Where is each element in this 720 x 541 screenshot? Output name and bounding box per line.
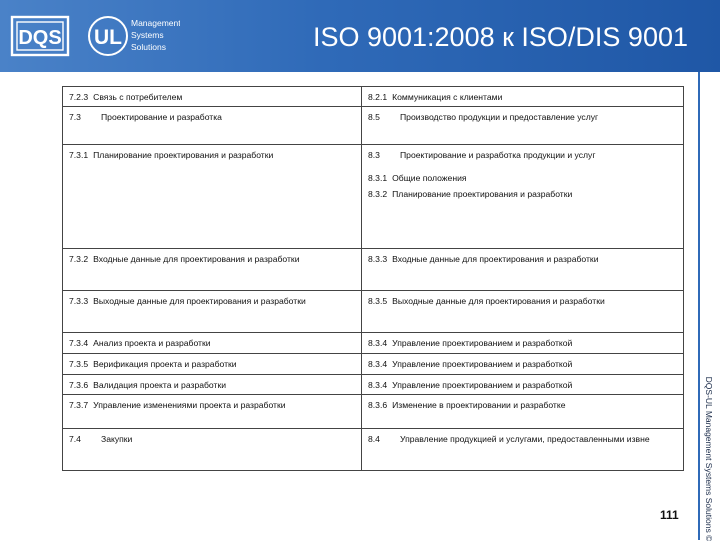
table-row xyxy=(63,87,684,107)
clause-line xyxy=(368,91,677,103)
table-row xyxy=(63,145,684,249)
clause-title: Валидация проекта и разработки xyxy=(93,379,227,390)
clause-number: 7.3.4 xyxy=(69,338,89,349)
clause-line xyxy=(368,188,677,200)
clause-line xyxy=(368,295,677,307)
clause-number: 8.3.6 xyxy=(368,400,388,411)
clause-number: 7.3.7 xyxy=(69,400,89,411)
clause-line xyxy=(69,337,355,349)
clause-line xyxy=(368,399,677,411)
clause-title: Выходные данные для проектирования и разработки xyxy=(392,296,605,307)
dqs-logo-text: DQS xyxy=(18,27,62,49)
correspondence-table xyxy=(62,86,684,471)
table-row xyxy=(63,395,684,429)
iso-dis-clause-cell xyxy=(362,249,684,291)
clause-number: 7.3.2 xyxy=(69,254,89,265)
table-row xyxy=(63,374,684,394)
clause-title: Управление изменениями проекта и разработки xyxy=(93,400,286,411)
table-row xyxy=(63,333,684,354)
clause-title: Анализ проекта и разработки xyxy=(93,338,211,349)
clause-line xyxy=(69,379,355,391)
iso-dis-clause-cell xyxy=(362,291,684,333)
clause-number: 8.3.4 xyxy=(368,338,388,349)
iso-2008-clause-cell xyxy=(63,249,362,291)
ul-logo-line-3: Solutions xyxy=(131,42,166,52)
clause-line xyxy=(69,253,355,265)
iso-dis-clause-cell xyxy=(362,429,684,471)
clause-number: 8.3.1 xyxy=(368,172,388,183)
clause-line xyxy=(69,111,355,123)
table-row xyxy=(63,291,684,333)
clause-number: 7.4 xyxy=(69,434,81,445)
clause-title: Коммуникация с клиентами xyxy=(392,92,503,102)
ul-logo xyxy=(88,12,180,60)
iso-2008-clause-cell xyxy=(63,374,362,394)
iso-dis-clause-cell xyxy=(362,87,684,107)
clause-title: Входные данные для проектирования и разработки xyxy=(392,254,599,265)
clause-title: Проектирование и разработка продукции и услуг xyxy=(400,150,596,161)
clause-title: Общие положения xyxy=(392,172,467,183)
clause-number: 8.3.5 xyxy=(368,296,388,307)
clause-title: Верификация проекта и разработки xyxy=(93,359,237,370)
clause-title: Планирование проектирования и разработки xyxy=(93,150,274,161)
clause-line xyxy=(69,91,355,103)
iso-2008-clause-cell xyxy=(63,107,362,145)
iso-2008-clause-cell xyxy=(63,291,362,333)
iso-dis-clause-cell xyxy=(362,395,684,429)
clause-title: Изменение в проектировании и разработке xyxy=(392,400,566,411)
slide-title: ISO 9001:2008 к ISO/DIS 9001 xyxy=(312,22,688,52)
clause-title: Управление продукцией и услугами, предоставленными извне xyxy=(400,434,650,445)
page-number: 111 xyxy=(660,508,679,522)
clause-number: 7.3.5 xyxy=(69,359,89,370)
side-rail xyxy=(698,72,700,540)
clause-title: Управление проектированием и разработкой xyxy=(392,338,573,349)
clause-title: Связь с потребителем xyxy=(93,92,183,102)
ul-logo-letters: UL xyxy=(94,26,122,49)
clause-number: 8.4 xyxy=(368,434,380,445)
clause-line xyxy=(69,399,355,411)
iso-dis-clause-cell xyxy=(362,354,684,374)
clause-line xyxy=(368,433,677,445)
clause-line xyxy=(69,295,355,307)
clause-number: 8.3.4 xyxy=(368,359,388,370)
clause-line xyxy=(69,358,355,370)
dqs-logo xyxy=(10,13,70,59)
clause-title: Планирование проектирования и разработки xyxy=(392,189,573,200)
iso-dis-clause-cell xyxy=(362,374,684,394)
iso-2008-clause-cell xyxy=(63,145,362,249)
clause-line xyxy=(368,172,677,184)
clause-line xyxy=(368,111,677,123)
iso-dis-clause-cell xyxy=(362,333,684,354)
clause-number: 7.3.3 xyxy=(69,296,89,307)
clause-line xyxy=(368,149,677,161)
side-copyright-label: DQS-UL Management Systems Solutions © xyxy=(704,376,714,541)
clause-number: 8.3 xyxy=(368,150,380,161)
clause-number: 7.3 xyxy=(69,112,81,123)
iso-dis-clause-cell xyxy=(362,107,684,145)
clause-line xyxy=(368,358,677,370)
iso-2008-clause-cell xyxy=(63,354,362,374)
clause-line xyxy=(69,433,355,445)
table-row xyxy=(63,107,684,145)
clause-title: Управление проектированием и разработкой xyxy=(392,379,573,390)
iso-2008-clause-cell xyxy=(63,429,362,471)
clause-number: 8.3.4 xyxy=(368,379,388,390)
clause-title: Входные данные для проектирования и разработки xyxy=(93,254,300,265)
iso-2008-clause-cell xyxy=(63,395,362,429)
clause-number: 8.2.1 xyxy=(368,92,388,102)
table-row xyxy=(63,429,684,471)
iso-2008-clause-cell xyxy=(63,333,362,354)
clause-number: 8.3.2 xyxy=(368,189,388,200)
ul-logo-line-1: Management xyxy=(131,18,180,28)
clause-title: Выходные данные для проектирования и разработки xyxy=(93,296,306,307)
table-row xyxy=(63,249,684,291)
clause-number: 7.2.3 xyxy=(69,92,89,102)
clause-line xyxy=(69,149,355,161)
clause-title: Управление проектированием и разработкой xyxy=(392,359,573,370)
clause-title: Производство продукции и предоставление услуг xyxy=(400,112,599,123)
iso-dis-clause-cell xyxy=(362,145,684,249)
clause-title: Закупки xyxy=(101,434,133,445)
iso-2008-clause-cell xyxy=(63,87,362,107)
ul-logo-line-2: Systems xyxy=(131,30,164,40)
clause-number: 7.3.1 xyxy=(69,150,89,161)
clause-title: Проектирование и разработка xyxy=(101,112,222,123)
clause-number: 8.3.3 xyxy=(368,254,388,265)
clause-number: 8.5 xyxy=(368,112,380,123)
slide-header xyxy=(0,0,720,72)
clause-number: 7.3.6 xyxy=(69,379,89,390)
clause-line xyxy=(368,253,677,265)
clause-line xyxy=(368,379,677,391)
table-row xyxy=(63,354,684,374)
clause-line xyxy=(368,337,677,349)
